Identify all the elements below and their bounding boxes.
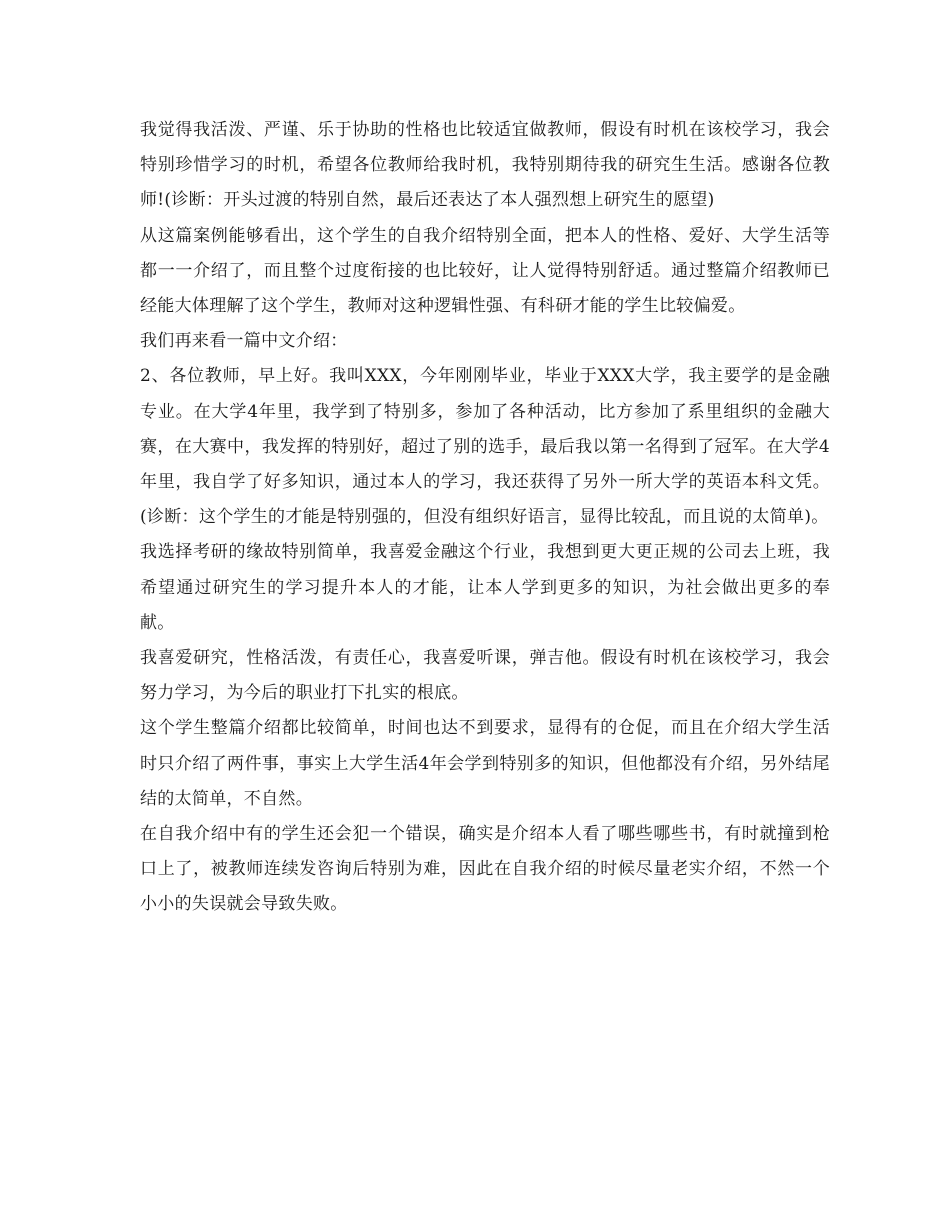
paragraph-5: 我选择考研的缘故特别简单，我喜爱金融这个行业，我想到更大更正规的公司去上班，我希望通过研究生的学习提升本人的才能，让本人学到更多的知识，为社会做出更多的奉献。 xyxy=(140,542,830,633)
paragraph-1: 我觉得我活泼、严谨、乐于协助的性格也比较适宜做教师，假设有时机在该校学习，我会特别珍惜学习的时机，希望各位教师给我时机，我特别期待我的研究生生活。感谢各位教师!(诊断：开头过渡的特别自然，最后还表达了本人强烈想上研究生的愿望) xyxy=(140,120,830,211)
paragraph-2: 从这篇案例能够看出，这个学生的自我介绍特别全面，把本人的性格、爱好、大学生活等都一一介绍了，而且整个过度衔接的也比较好，让人觉得特别舒适。通过整篇介绍教师已经能大体理解了这个学生，教师对这种逻辑性强、有科研才能的学生比较偏爱。 xyxy=(140,225,830,317)
paragraph-7: 这个学生整篇介绍都比较简单，时间也达不到要求，显得有的仓促，而且在介绍大学生活时只介绍了两件事，事实上大学生活4年会学到特别多的知识，但他都没有介绍，另外结尾结的太简单，不自然。 xyxy=(140,718,830,809)
paragraph-8: 在自我介绍中有的学生还会犯一个错误，确实是介绍本人看了哪些哪些书，有时就撞到枪口上了，被教师连续发咨询后特别为难，因此在自我介绍的时候尽量老实介绍，不然一个小小的失误就会导致失败。 xyxy=(140,824,830,915)
paragraph-3: 我们再来看一篇中文介绍： xyxy=(140,331,348,352)
document-body xyxy=(140,113,830,923)
paragraph-4: 2、各位教师，早上好。我叫XXX，今年刚刚毕业，毕业于XXX大学，我主要学的是金融专业。在大学4年里，我学到了特别多，参加了各种活动，比方参加了系里组织的金融大赛，在大赛中，我发挥的特别好，超过了别的选手，最后我以第一名得到了冠军。在大学4年里，我自学了好多知识，通过本人的学习，我还获得了另外一所大学的英语本科文凭。(诊断：这个学生的才能是特别强的，但没有组织好语言，显得比较乱，而且说的太简单)。 xyxy=(140,366,830,528)
paragraph-6: 我喜爱研究，性格活泼，有责任心，我喜爱听课，弹吉他。假设有时机在该校学习，我会努力学习，为今后的职业打下扎实的根底。 xyxy=(140,648,830,704)
